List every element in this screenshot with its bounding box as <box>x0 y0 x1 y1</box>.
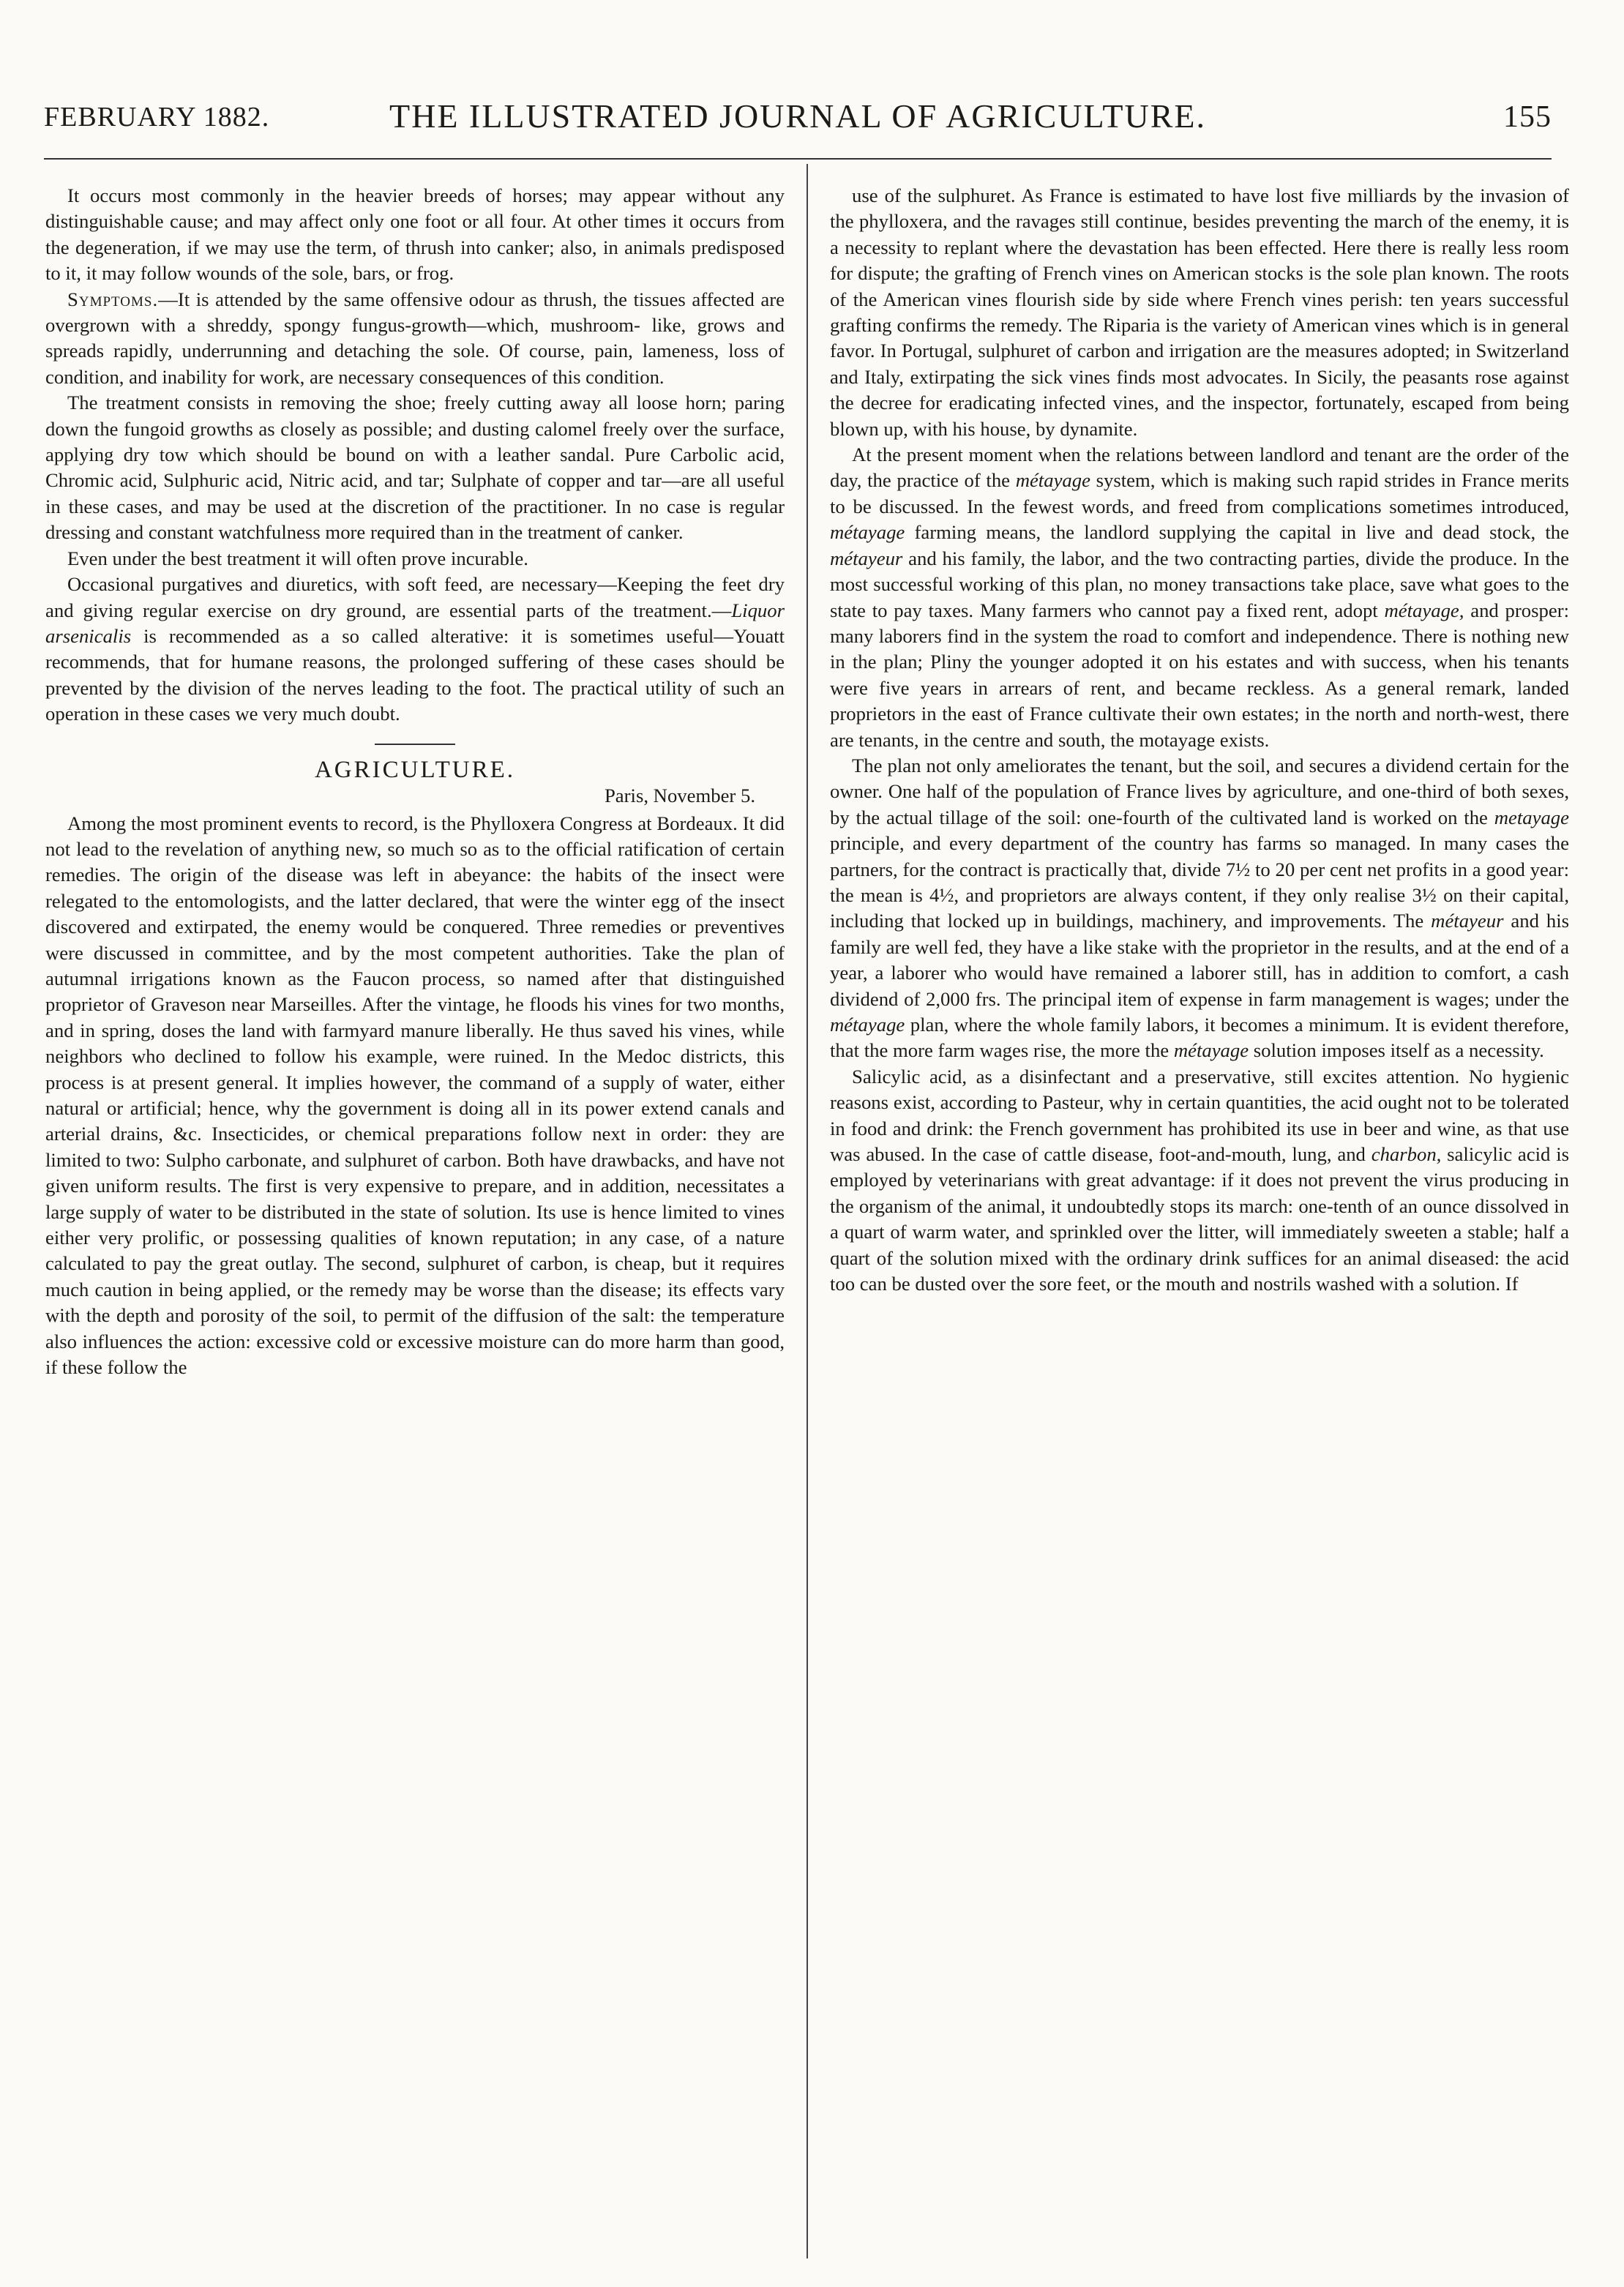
section-heading: AGRICULTURE. <box>314 756 516 783</box>
italic-term: charbon, <box>1371 1143 1442 1166</box>
symptoms-lead: Symptoms. <box>67 288 159 310</box>
paragraph-text: plan, where the whole family labors, it becomes a minimum. It is evident therefore, that the more farm wages rise, the more the <box>830 1014 1569 1062</box>
page-header <box>44 94 1552 145</box>
paragraph <box>830 442 1569 753</box>
paragraph <box>830 1064 1569 1298</box>
header-rule <box>44 158 1552 160</box>
italic-term: métayage <box>830 1014 905 1036</box>
italic-term: métayeur <box>1431 910 1504 932</box>
journal-title: THE ILLUSTRATED JOURNAL OF AGRICULTURE. <box>389 97 1206 135</box>
column-divider <box>807 164 808 2258</box>
italic-term: métayage, <box>1384 599 1464 621</box>
paragraph-text: —It is attended by the same offensive odour as thrush, the tissues affected are overgrown with a shreddy, spongy fungus-growth—which, mushroom- like, grows and spreads rapidly, underrunning and detaching the sole. Of course, pain, lameness, loss of condition, and inability for work, are necessary consequences of this condition. <box>45 288 785 388</box>
paragraph-text: and his family, the labor, and the two contracting parties, divide the produce. In the most successful working of this plan, no money transactions take place, save what goes to the state to pay taxes. Many farmers who cannot pay a fixed rent, adopt <box>830 547 1569 621</box>
italic-term: métayage <box>1015 469 1090 492</box>
paragraph-text: The plan not only ameliorates the tenant, but the soil, and secures a dividend certain for the owner. One half of the population of France lives by agriculture, and one-third of both sexes, by the actual tillage of the soil: one-fourth of the cultivated land is worked on the <box>830 754 1569 828</box>
italic-term: Liquor arsenicalis <box>45 599 785 647</box>
paragraph-text: salicylic acid is employed by veterinarians with great advantage: if it does not prevent the virus producing in the organism of the animal, it undoubtedly stops its march: one-tenth of an ounce dissolved in a quart of warm water, and sprinkled over the litter, will immediately sweeten a stable; half a quart of the solution mixed with the ordinary drink suffices for an animal diseased: the acid too can be dusted over the sore feet, or the mouth and nostrils washed with a solution. If <box>830 1143 1569 1295</box>
paragraph-text: is recommended as a so called alterative: it is sometimes useful—Youatt recommends, that for humane reasons, the prolonged suffering of these cases should be prevented by the division of the nerves leading to the foot. The practical utility of such an operation in these cases we very much doubt. <box>45 624 785 725</box>
paragraph-text: Occasional purgatives and diuretics, with soft feed, are necessary—Keeping the feet dry and giving regular exercise on dry ground, are essential parts of the treatment.— <box>45 573 785 621</box>
paragraph: Even under the best treatment it will often prove incurable. <box>67 547 528 569</box>
left-column <box>45 183 785 1380</box>
page-number: 155 <box>1503 100 1552 134</box>
italic-term: métayeur <box>830 547 903 569</box>
paragraph: Among the most prominent events to record, is the Phylloxera Congress at Bordeaux. It did not lead to the revelation of anything new, so much so as to the official ratification of certain remedies. The origin of the disease was left in abeyance: the habits of the insect were relegated to the entomologists, and the latter declared, that were the winter egg of the insect discovered and extirpated, the enemy would be conquered. Three remedies or preventives were discussed in committee, and by the most competent authorities. Take the plan of autumnal irrigations known as the Faucon process, so named after that distinguished proprietor of Graveson near Marseilles. After the vintage, he floods his vines for two months, and in spring, doses the land with farmyard manure liberally. He thus saved his vines, while neighbors who declined to follow his example, were ruined. In the Medoc districts, this process is at present general. It implies however, the command of a supply of water, either natural or artificial; hence, why the government is doing all in its power extend canals and arterial drains, &c. Insecticides, or chemical preparations follow next in order: they are limited to two: Sulpho carbonate, and sulphuret of carbon. Both have drawbacks, and have not given uniform results. The first is very expensive to prepare, and in addition, necessitates a large supply of water to be distributed in the state of solution. Its use is hence limited to vines either very prolific, or possessing qualities of known reputation; in any case, of a nature calculated to pay the great outlay. The second, sulphuret of carbon, is cheap, but it requires much caution in being applied, or the remedy may be worse than the disease; its effects vary with the depth and porosity of the soil, to permit of the diffusion of the salt: the temperature also influences the action: excessive cold or excessive moisture can do more harm than good, if these follow the <box>45 812 785 1379</box>
paragraph-text: At the present moment when the relations between landlord and tenant are the order of the day, the practice of the <box>830 443 1569 492</box>
italic-term: métayage <box>1173 1039 1249 1062</box>
paragraph-text: and prosper: many laborers find in the system the road to comfort and independence. There is nothing new in the plan; Pliny the younger adopted it on his estates and with success, when his tenants were five years in arrears of rent, and became reckless. As a general remark, landed proprietors in the east of France cultivate their own estates; in the north and north-west, there are tenants, in the centre and south, the motayage exists. <box>830 599 1570 751</box>
paragraph <box>45 572 785 727</box>
paragraph <box>830 753 1569 1064</box>
right-column <box>830 183 1569 1297</box>
italic-term: métayage <box>830 521 905 544</box>
paragraph-text: Salicylic acid, as a disinfectant and a preservative, still excites attention. No hygienic reasons exist, according to Pasteur, why in certain quantities, the acid ought not to be tolerated in food and drink: the French government has prohibited its use in beer and wine, as that use was abused. In the case of cattle disease, foot-and-mouth, lung, and <box>830 1065 1569 1166</box>
paragraph-text: system, which is making such rapid strides in France merits to be discussed. In the fewest words, and freed from complications sometimes introduced, <box>830 469 1569 517</box>
paragraph: It occurs most commonly in the heavier breeds of horses; may appear without any distinguishable cause; and may affect only one foot or all four. At other times it occurs from the degeneration, if we may use the term, of thrush into canker; also, in animals predisposed to it, it may follow wounds of the sole, bars, or frog. <box>45 184 785 285</box>
paragraph: use of the sulphuret. As France is estimated to have lost five milliards by the invasion of the phylloxera, and the ravages still continue, besides preventing the march of the enemy, it is a necessity to replant where the devastation has been effected. Here there is really less room for dispute; the grafting of French vines on American stocks is the sole plan known. The roots of the American vines flourish side by side where French vines perish: ten years successful grafting confirms the remedy. The Riparia is the variety of American vines which is in general favor. In Portugal, sulphuret of carbon and irrigation are the measures adopted; in Switzerland and Italy, extirpating the sick vines finds most advocates. In Sicily, the peasants rose against the decree for eradicating infected vines, and the inspector, fortunately, escaped from being blown up, with his house, by dynamite. <box>830 184 1569 440</box>
section-separator <box>375 744 455 745</box>
paragraph-text: and his family are well fed, they have a like stake with the proprietor in the results, and at the end of a year, a laborer who would have remained a laborer still, has in addition to comfort, a cash dividend of 2,000 frs. The principal item of expense in farm management is wages; under the <box>830 910 1569 1010</box>
paragraph: The treatment consists in removing the shoe; freely cutting away all loose horn; paring down the fungoid growths as closely as possible; and dusting calomel freely over the surface, applying dry tow which should be bound on with a leather sandal. Pure Carbolic acid, Chromic acid, Sulphuric acid, Nitric acid, and tar; Sulphate of copper and tar—are all useful in these cases, and may be used at the discretion of the practitioner. In no case is regular dressing and constant watchfulness more required than in the treatment of canker. <box>45 392 785 544</box>
paragraph-text: solution imposes itself as a necessity. <box>1249 1039 1544 1062</box>
paragraph-text: farming means, the landlord supplying the capital in live and dead stock, the <box>905 521 1569 544</box>
dateline: Paris, November 5. <box>604 784 755 806</box>
italic-term: metayage <box>1494 806 1569 828</box>
paragraph <box>45 287 785 391</box>
paragraph-text: principle, and every department of the country has farms so managed. In many cases the partners, for the contract is practically that, divide 7½ to 20 per cent net profits in a good year: the mean is 4½, and proprietors are always content, if they only realise 3½ on their capital, including that locked up in buildings, machinery, and improvements. The <box>830 832 1569 932</box>
issue-date: FEBRUARY 1882. <box>44 102 270 132</box>
